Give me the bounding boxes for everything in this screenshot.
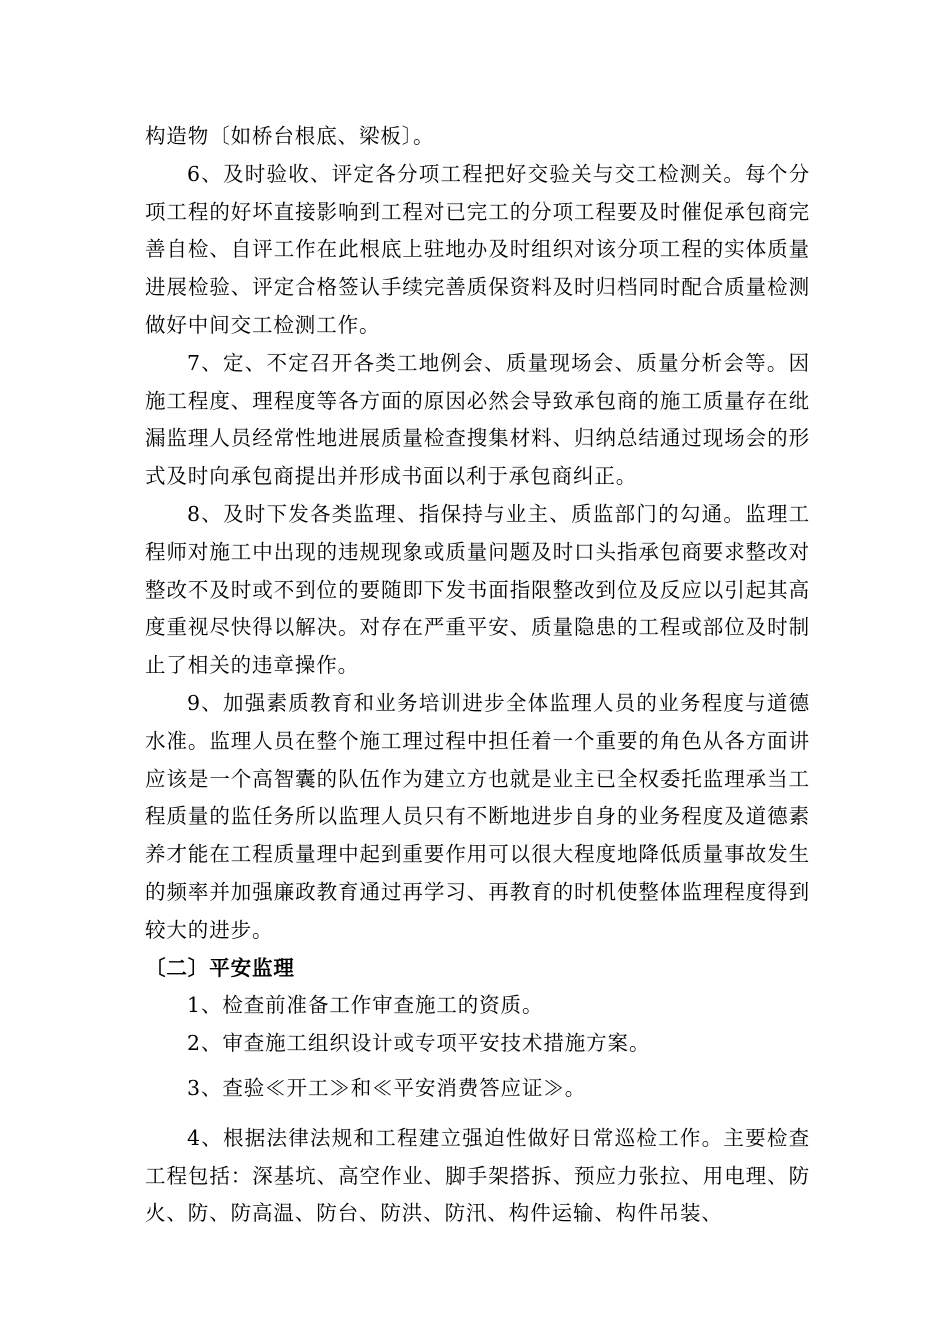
paragraph-item-9: 9、加强素质教育和业务培训进步全体监理人员的业务程度与道德水准。监理人员在整个施工理过程中担任着一个重要的角色从各方面讲应该是一个高智囊的队伍作为建立方也就是业主已全权委托监理承当工程质量的监任务所以监理人员只有不断地进步自身的业务程度及道德素养才能在工程质量理中起到重要作用可以很大程度地降低质量事故发生的频率并加强廉政教育通过再学习、再教育的时机使整体监理程度得到较大的进步。: [145, 690, 810, 942]
paragraph-item-7: 7、定、不定召开各类工地例会、质量现场会、质量分析会等。因施工程度、理程度等各方面的原因必然会导致承包商的施工质量存在纰漏监理人员经常性地进展质量检查搜集材料、归纳总结通过现场会的形式及时向承包商提出并形成书面以利于承包商纠正。: [145, 350, 810, 489]
paragraph-item-8: 8、及时下发各类监理、指保持与业主、质监部门的勾通。监理工程师对施工中出现的违规现象或质量问题及时口头指承包商要求整改对整改不及时或不到位的要随即下发书面指限整改到位及反应以引起其高度重视尽快得以解决。对存在严重平安、质量隐患的工程或部位及时制止了相关的违章操作。: [145, 501, 810, 678]
section-heading: 〔二〕平安监理: [145, 955, 295, 980]
list-item-1: 1、检查前准备工作审查施工的资质。: [187, 993, 544, 1018]
document-page: [145, 118, 810, 1233]
paragraph-item-6: 6、及时验收、评定各分项工程把好交验关与交工检测关。每个分项工程的好坏直接影响到工程对已完工的分项工程要及时催促承包商完善自检、自评工作在此根底上驻地办及时组织对该分项工程的实体质量进展检验、评定合格签认手续完善质保资料及时归档同时配合质量检测做好中间交工检测工作。: [145, 161, 810, 337]
list-item-2: 2、审查施工组织设计或专项平安技术措施方案。: [187, 1031, 651, 1056]
list-item-4: 4、根据法律法规和工程建立强迫性做好日常巡检工作。主要检查工程包括：深基坑、高空作业、脚手架搭拆、预应力张拉、用电理、防火、防、防高温、防台、防洪、防汛、构件运输、构件吊装、: [145, 1125, 810, 1226]
list-item-3: 3、查验≪开工≫和≪平安消费答应证≫。: [187, 1075, 587, 1100]
paragraph-continuation: 构造物〔如桥台根底、梁板〕。: [145, 124, 435, 148]
